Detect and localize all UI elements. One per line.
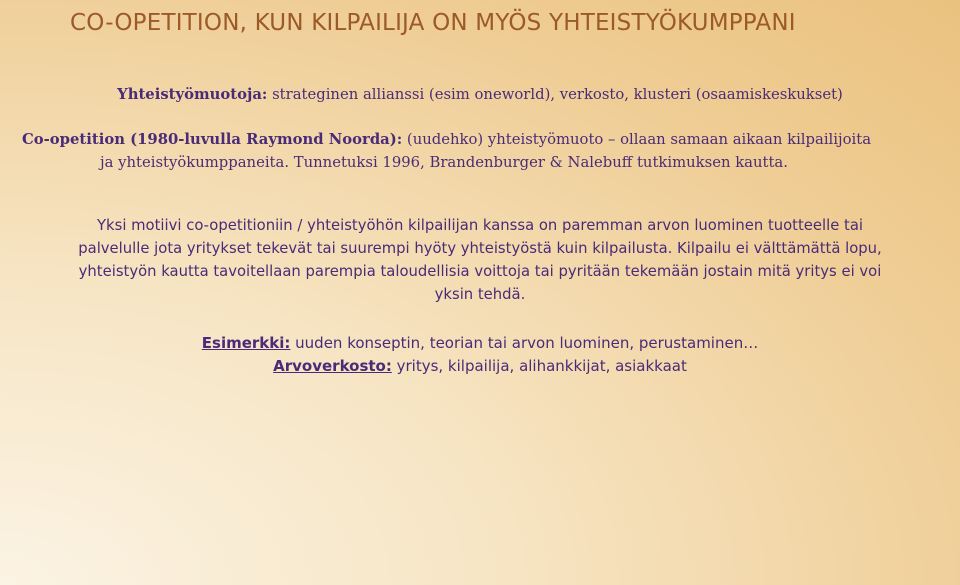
cooperation-forms-label: Yhteistyömuotoja:	[117, 86, 268, 103]
example-line	[0, 334, 960, 352]
slide-title: CO-OPETITION, KUN KILPAILIJA ON MYÖS YHTEISTYÖKUMPPANI	[70, 10, 796, 36]
coopetition-definition-line-2: ja yhteistyökumppaneita. Tunnetuksi 1996, Brandenburger & Nalebuff tutkimuksen kautta.	[100, 154, 788, 171]
motivation-paragraph-line: yksin tehdä.	[434, 286, 526, 303]
cooperation-forms-line	[0, 86, 960, 103]
motivation-paragraph-line: yhteistyön kautta tavoitellaan parempia taloudellisia voittoja tai pyritään tekemään jostain mitä yritys ei voi	[78, 263, 882, 280]
value-network-line	[0, 357, 960, 375]
motivation-paragraph	[20, 214, 940, 306]
motivation-paragraph-line: palvelulle jota yritykset tekevät tai suurempi hyöty yhteistyöstä kuin kilpailusta. Kilpailu ei välttämättä lopu,	[78, 240, 882, 257]
example-text: uuden konseptin, teorian tai arvon luominen, perustaminen…	[290, 334, 759, 352]
coopetition-definition-text: (uudehko) yhteistyömuoto – ollaan samaan aikaan kilpailijoita	[402, 131, 872, 148]
value-network-label: Arvoverkosto:	[273, 357, 392, 375]
motivation-paragraph-line: Yksi motiivi co-opetitioniin / yhteistyöhön kilpailijan kanssa on paremman arvon luominen tuotteelle tai	[97, 217, 863, 234]
coopetition-label: Co-opetition (1980-luvulla Raymond Noorda):	[22, 131, 403, 148]
coopetition-definition-line-1	[22, 131, 871, 148]
value-network-text: yritys, kilpailija, alihankkijat, asiakkaat	[391, 357, 687, 375]
example-label: Esimerkki:	[201, 334, 291, 352]
cooperation-forms-text: strateginen allianssi (esim oneworld), verkosto, klusteri (osaamiskeskukset)	[267, 86, 843, 103]
